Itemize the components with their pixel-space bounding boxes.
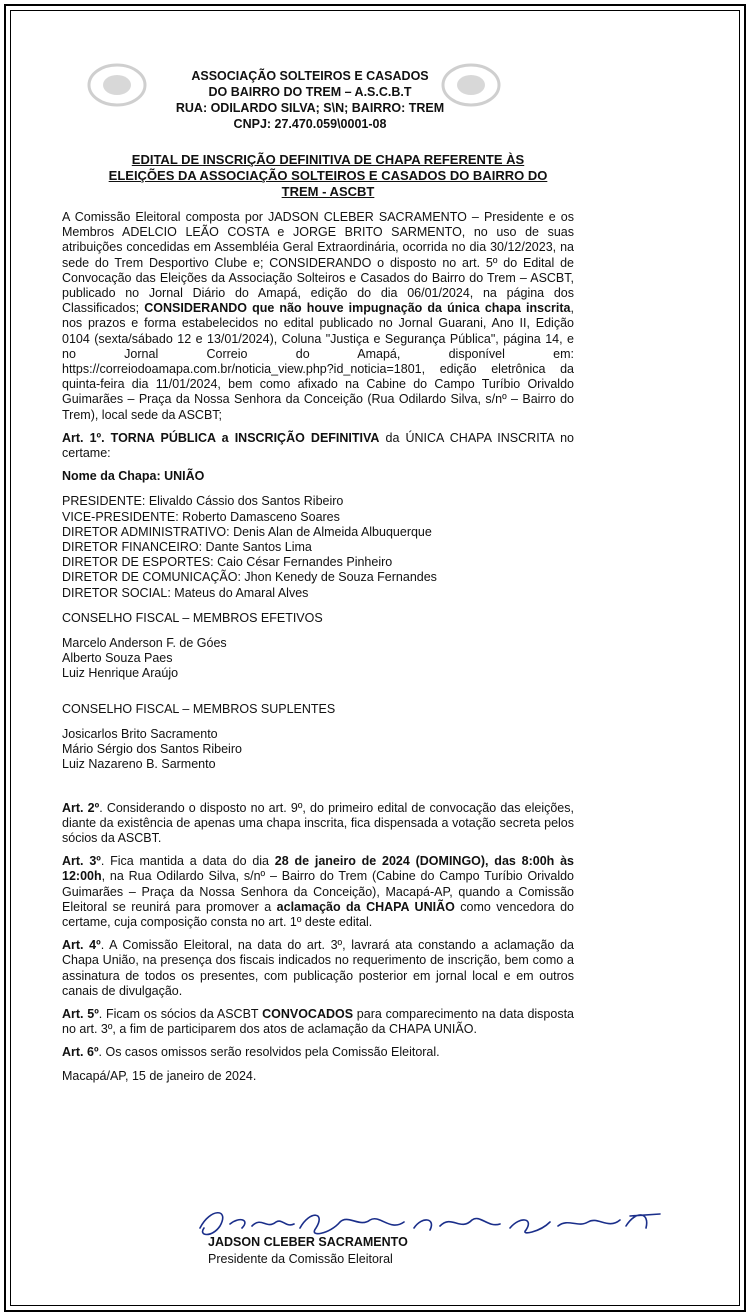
director-role: DIRETOR SOCIAL: bbox=[62, 585, 171, 600]
director-item bbox=[62, 494, 574, 509]
intro-text-2: , nos prazos e forma estabelecidos no edital publicado no Jornal Guarani, Ano II, Edição 0104 (sexta/sábado 12 e 13/01/2024), Coluna "Justiça e Segurança Pública", página 14, e no Jornal Correio do Amapá, disponível em: https://correiodoamapa.com.br/noticia_view.php?id_noticia=1801, edição eletrônica da quinta-feira dia 11/01/2024, bem como afixado na Cabine do Campo Turíbio Orivaldo Guimarães – Praça da Nossa Senhora da Conceição (Rua Odilardo Silva, s/nº – Bairro do Trem), local sede da ASCBT; bbox=[62, 301, 574, 422]
article-4-text: . A Comissão Eleitoral, na data do art. 3º, lavrará ata constando a aclamação da Chapa União, na presença dos fiscais indicados no requerimento de inscrição, bem como a assinatura de todos os presentes, com publicação posterior em jornal local e em outros canais de divulgação. bbox=[62, 938, 574, 998]
director-item bbox=[62, 525, 574, 540]
article-6-text: . Os casos omissos serão resolvidos pela Comissão Eleitoral. bbox=[98, 1045, 440, 1060]
article-2 bbox=[62, 801, 574, 847]
title-line-1: EDITAL DE INSCRIÇÃO DEFINITIVA DE CHAPA REFERENTE ÀS bbox=[131, 152, 525, 167]
article-6-label: Art. 6º bbox=[62, 1045, 99, 1060]
place-date: Macapá/AP, 15 de janeiro de 2024. bbox=[62, 1068, 257, 1083]
intro-bold: CONSIDERANDO que não houve impugnação da única chapa inscrita bbox=[144, 301, 571, 316]
fiscal-suplentes-heading: CONSELHO FISCAL – MEMBROS SUPLENTES bbox=[62, 701, 336, 716]
director-role: DIRETOR DE ESPORTES: bbox=[62, 555, 214, 570]
article-5 bbox=[62, 1007, 574, 1037]
letterhead-address: RUA: ODILARDO SILVA; S\N; BAIRRO: TREM bbox=[175, 101, 445, 115]
director-name: Elivaldo Cássio dos Santos Ribeiro bbox=[145, 494, 344, 509]
article-4 bbox=[62, 938, 574, 999]
article-1-text: da ÚNICA CHAPA INSCRITA no certame: bbox=[62, 430, 574, 461]
fiscal-member: Marcelo Anderson F. de Góes bbox=[62, 636, 227, 651]
chapa-name-text: Nome da Chapa: UNIÃO bbox=[62, 469, 205, 484]
director-name: Denis Alan de Almeida Albuquerque bbox=[229, 524, 432, 539]
article-2-label: Art. 2º bbox=[62, 800, 100, 815]
fiscal-efetivos-list bbox=[62, 636, 574, 682]
document-body bbox=[62, 210, 574, 1084]
letterhead-name-1: ASSOCIAÇÃO SOLTEIROS E CASADOS bbox=[191, 69, 429, 83]
intro-text-1: A Comissão Eleitoral composta por JADSON CLEBER SACRAMENTO – Presidente e os Membros ADELCIO LEÃO COSTA e JORGE BRITO SARMENTO, no uso de suas atribuições concedidas em Assembléia Geral Extraordinária, ocorrida no dia 30/12/2023, na sede do Trem Desportivo Clube e; CONSIDERANDO o disposto no art. 5º do Edital de Convocação das Eleições da Associação Solteiros e Casados do Bairro do Trem – ASCBT, publicado no Jornal Diário do Amapá, edição do dia 06/01/2024, na página dos Classificados; bbox=[62, 210, 574, 316]
article-1 bbox=[62, 431, 574, 461]
intro-paragraph bbox=[62, 210, 574, 423]
director-name: Jhon Kenedy de Souza Fernandes bbox=[240, 570, 437, 585]
fiscal-member: Alberto Souza Paes bbox=[62, 651, 173, 666]
director-item bbox=[62, 540, 574, 555]
letterhead-name-2: DO BAIRRO DO TREM – A.S.C.B.T bbox=[208, 85, 412, 99]
director-item bbox=[62, 586, 574, 601]
article-6 bbox=[62, 1045, 574, 1060]
title-line-2: ELEIÇÕES DA ASSOCIAÇÃO SOLTEIROS E CASADOS DO BAIRRO DO bbox=[108, 168, 548, 183]
article-5-text-1: . Ficam os sócios da ASCBT bbox=[98, 1006, 263, 1021]
article-3-text-1: . Fica mantida a data do dia bbox=[100, 854, 275, 869]
title-line-3: TREM - ASCBT bbox=[281, 184, 375, 199]
fiscal-efetivos-heading: CONSELHO FISCAL – MEMBROS EFETIVOS bbox=[62, 610, 323, 625]
article-1-bold: Art. 1º. TORNA PÚBLICA a INSCRIÇÃO DEFINITIVA bbox=[62, 430, 380, 445]
signatory-name: JADSON CLEBER SACRAMENTO bbox=[208, 1235, 408, 1249]
director-role: DIRETOR DE COMUNICAÇÃO: bbox=[62, 570, 241, 585]
director-role: DIRETOR ADMINISTRATIVO: bbox=[62, 524, 230, 539]
article-3-bold-2: aclamação da CHAPA UNIÃO bbox=[276, 899, 455, 914]
article-5-label: Art. 5º bbox=[62, 1006, 99, 1021]
director-name: Roberto Damasceno Soares bbox=[178, 509, 340, 524]
article-5-bold: CONVOCADOS bbox=[262, 1006, 354, 1021]
signatory-role: Presidente da Comissão Eleitoral bbox=[208, 1252, 393, 1266]
article-2-text: . Considerando o disposto no art. 9º, do primeiro edital de convocação das eleições, diante da existência de apenas uma chapa inscrita, fica dispensada a votação secreta pelos sócios da ASCBT. bbox=[62, 800, 574, 845]
letterhead bbox=[100, 68, 520, 132]
director-name: Mateus do Amaral Alves bbox=[170, 585, 309, 600]
fiscal-member: Josicarlos Brito Sacramento bbox=[62, 726, 218, 741]
director-name: Dante Santos Lima bbox=[202, 540, 312, 555]
fiscal-member: Luiz Henrique Araújo bbox=[62, 666, 179, 681]
article-4-label: Art. 4º bbox=[62, 938, 101, 953]
article-3 bbox=[62, 854, 574, 930]
fiscal-suplentes-list bbox=[62, 727, 574, 773]
article-5-text-2: para comparecimento na data disposta no art. 3º, a fim de participarem dos atos de aclamação da CHAPA UNIÃO. bbox=[62, 1006, 574, 1037]
letterhead-cnpj: CNPJ: 27.470.059\0001-08 bbox=[233, 117, 387, 131]
director-item bbox=[62, 555, 574, 570]
article-3-text-2: , na Rua Odilardo Silva, s/nº – Bairro do Trem (Cabine do Campo Turíbio Orivaldo Guimarães – Praça da Nossa Senhora da Conceição), Macapá-AP, quando a Comissão Eleitoral se reunirá para promover a bbox=[62, 869, 574, 914]
article-3-label: Art. 3º bbox=[62, 854, 101, 869]
directors-list bbox=[62, 494, 574, 600]
director-name: Caio César Fernandes Pinheiro bbox=[213, 555, 393, 570]
director-item bbox=[62, 510, 574, 525]
fiscal-member: Mário Sérgio dos Santos Ribeiro bbox=[62, 742, 242, 757]
chapa-name bbox=[62, 469, 574, 484]
director-item bbox=[62, 570, 574, 585]
article-3-bold-1: 28 de janeiro de 2024 (DOMINGO), das 8:00h às 12:00h bbox=[62, 854, 574, 884]
article-3-text-3: como vencedora do certame, cuja composição consta no art. 1º deste edital. bbox=[62, 899, 575, 929]
fiscal-member: Luiz Nazareno B. Sarmento bbox=[62, 757, 216, 772]
director-role: PRESIDENTE: bbox=[62, 494, 146, 509]
director-role: VICE-PRESIDENTE: bbox=[62, 509, 179, 524]
director-role: DIRETOR FINANCEIRO: bbox=[62, 540, 203, 555]
document-title bbox=[78, 152, 578, 200]
